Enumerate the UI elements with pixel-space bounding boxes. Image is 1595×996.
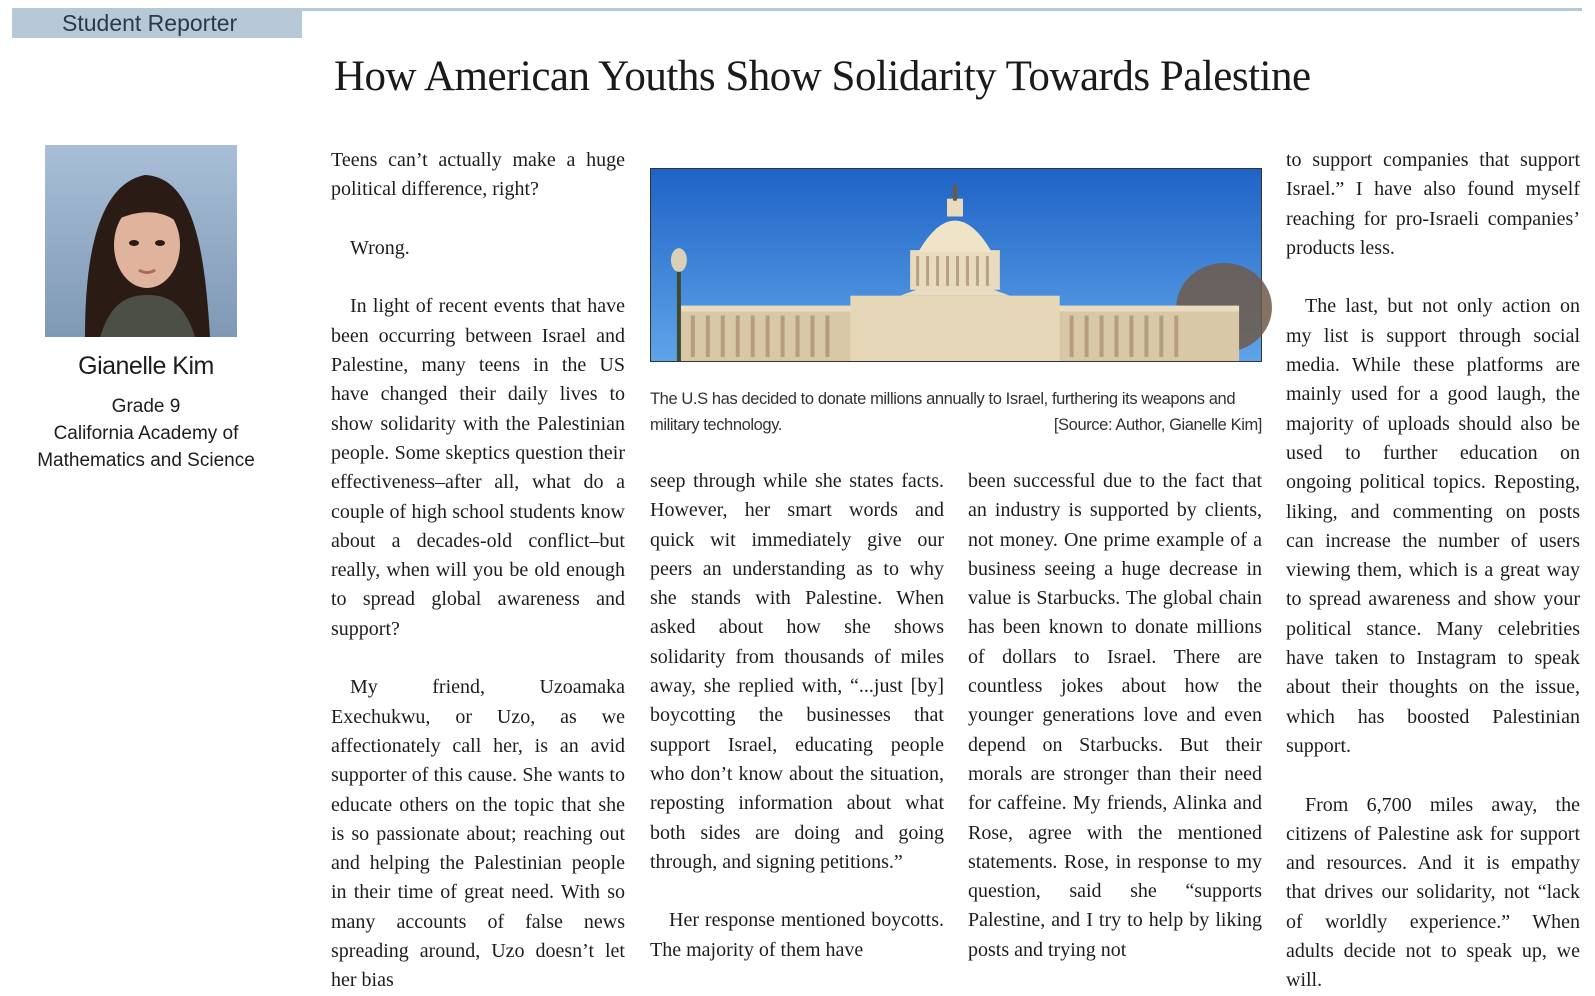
paragraph: to support companies that support Israel.” I have also found myself reaching for pro-Israeli companies’ products less. (1286, 149, 1580, 259)
author-grade: Grade 9 (111, 396, 181, 417)
caption-source: [Source: Author, Gianelle Kim] (1053, 416, 1262, 434)
photo-caption (650, 386, 1262, 438)
paragraph: The last, but not only action on my list is support through social media. While these platforms are mainly used for a good laugh, the majority of uploads should also be used to further education on ongoing political topics. Reposting, liking, and commenting on posts can increase the number of users viewing them, which is a great way to spread awareness and show your political stance. Many celebrities have taken to Instagram to speak about their thoughts on the issue, which has boosted Palestinian support. (1286, 295, 1580, 757)
article-headline: How American Youths Show Solidarity Towards Palestine (334, 53, 1311, 100)
caption-text: The U.S has decided to donate millions annually to Israel, furthering its weapons and military technology. (650, 390, 1236, 434)
paragraph: seep through while she states facts. However, her smart words and quick wit immediately give our peers an understanding as to why she stands with Palestine. When asked about how she shows solidarity from thousands of miles away, she replied with, “...just [by] boycotting the businesses that support Israel, educating people who don’t know about the situation, reposting information about what both sides are doing and going through, and signing petitions.” (650, 470, 944, 873)
paragraph: been successful due to the fact that an industry is supported by clients, not money. One prime example of a business seeing a huge decrease in value is Starbucks. The global chain has been known to donate millions of dollars to Israel. There are countless jokes about how the younger generations love and even depend on Starbucks. But their morals are stronger than their need for caffeine. My friends, Alinka and Rose, agree with the mentioned statements. Rose, in response to my question, said she “supports Palestine, and I try to help by liking posts and trying not (968, 470, 1262, 961)
author-school-line1: California Academy of (53, 423, 239, 444)
article-column-3 (968, 467, 1262, 965)
article-column-2 (650, 467, 944, 965)
author-school-line2: Mathematics and Science (37, 450, 255, 471)
section-label: Student Reporter (12, 8, 302, 38)
author-photo (45, 145, 237, 337)
paragraph: My friend, Uzoamaka Exechukwu, or Uzo, as we affectionately call her, is an avid supporter of this cause. She wants to educate others on the topic that she is so passionate about; reaching out and helping the Palestinian people in their time of great need. With so many accounts of false news spreading around, Uzo doesn’t let her bias (331, 676, 625, 992)
capitol-photo (650, 168, 1262, 362)
paragraph: Teens can’t actually make a huge political difference, right? (331, 149, 625, 201)
paragraph: In light of recent events that have been occurring between Israel and Palestine, many teens in the US have changed their daily lives to show solidarity with the Palestinian people. Some skeptics question their effectiveness–after all, what do a couple of high school students know about a decades-old conflict–but really, when will you be old enough to spread global awareness and support? (331, 295, 625, 640)
article-column-1 (331, 146, 625, 996)
author-name: Gianelle Kim (78, 352, 214, 380)
paragraph: Her response mentioned boycotts. The majority of them have (650, 909, 944, 961)
author-details (0, 393, 292, 474)
article-column-4 (1286, 146, 1580, 996)
paragraph: From 6,700 miles away, the citizens of Palestine ask for support and resources. And it is empathy that drives our solidarity, not “lack of worldly experience.” When adults decide not to speak up, we will. (1286, 793, 1580, 992)
paragraph: Wrong. (350, 236, 410, 259)
